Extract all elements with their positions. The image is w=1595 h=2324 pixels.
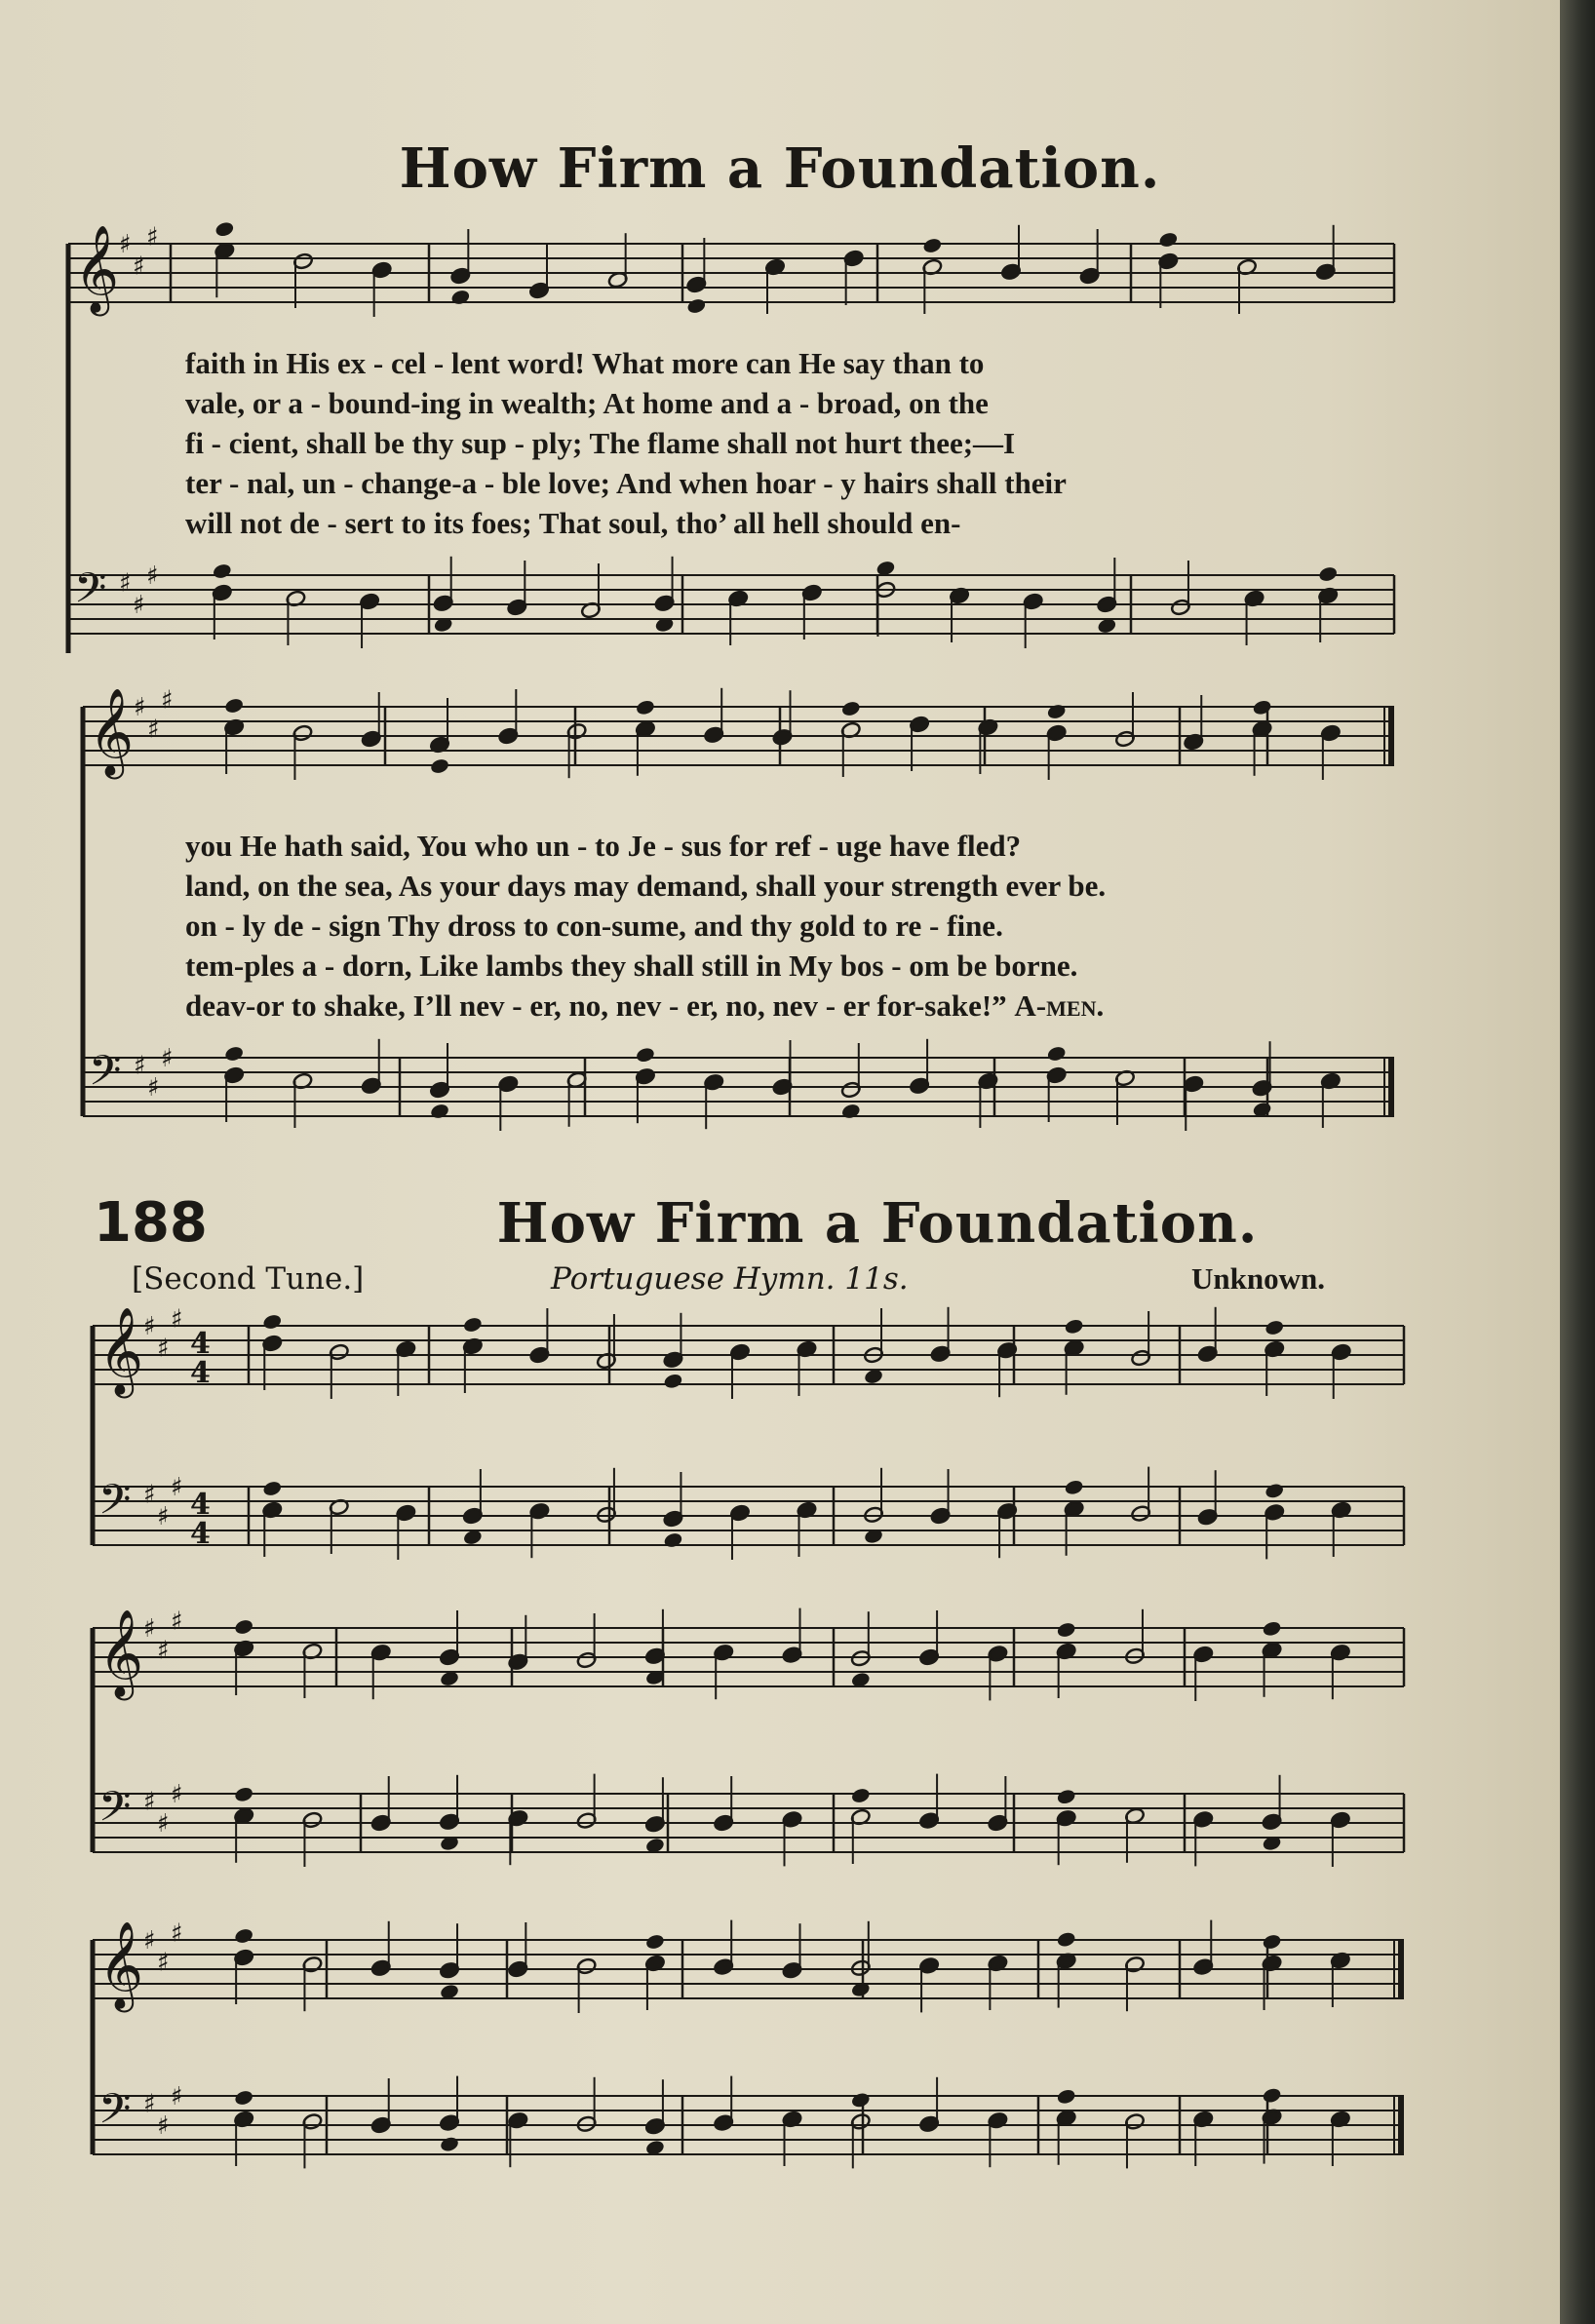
hymn-number: 188 bbox=[94, 1191, 208, 1255]
hymn-title: How Firm a Foundation. bbox=[399, 136, 1161, 201]
svg-text:4: 4 bbox=[190, 1488, 211, 1522]
svg-text:♯: ♯ bbox=[171, 2082, 183, 2111]
lyric-verse-4: tem-ples a - dorn, Like lambs they shall still in My bos - om be borne. bbox=[185, 949, 1078, 983]
svg-text:𝄞: 𝄞 bbox=[98, 1609, 144, 1697]
svg-text:♯: ♯ bbox=[119, 230, 132, 259]
svg-text:♯: ♯ bbox=[171, 1780, 183, 1809]
amen-text: A-men. bbox=[1014, 988, 1105, 1023]
bass-staff bbox=[93, 1774, 1404, 1867]
lyric-verse-3: on - ly de - sign Thy dross to con-sume, and thy gold to re - fine. bbox=[185, 909, 1003, 943]
hymn-subtitle: [Second Tune.] bbox=[132, 1261, 365, 1297]
svg-text:𝄢: 𝄢 bbox=[98, 1476, 132, 1534]
bass-staff bbox=[93, 1467, 1404, 1560]
svg-text:♯: ♯ bbox=[143, 1614, 156, 1644]
svg-text:4: 4 bbox=[190, 1356, 211, 1390]
svg-text:♯: ♯ bbox=[134, 693, 146, 722]
svg-text:♯: ♯ bbox=[171, 1304, 183, 1335]
lyric-verse-3: fi - cient, shall be thy sup - ply; The flame shall not hurt thee;—I bbox=[185, 426, 1016, 460]
svg-text:4: 4 bbox=[190, 1327, 211, 1361]
svg-text:♯: ♯ bbox=[143, 2089, 156, 2119]
svg-text:♯: ♯ bbox=[161, 685, 174, 716]
treble-staff bbox=[93, 1607, 1404, 1702]
svg-text:♯: ♯ bbox=[157, 1334, 170, 1364]
svg-text:♯: ♯ bbox=[171, 1918, 183, 1949]
svg-text:𝄞: 𝄞 bbox=[89, 688, 135, 776]
svg-text:♯: ♯ bbox=[157, 1809, 170, 1839]
svg-text:♯: ♯ bbox=[133, 252, 145, 282]
svg-text:♯: ♯ bbox=[147, 715, 160, 745]
svg-text:♯: ♯ bbox=[171, 1473, 183, 1502]
treble-staff bbox=[93, 1305, 1404, 1400]
svg-text:♯: ♯ bbox=[157, 1636, 170, 1666]
svg-text:♯: ♯ bbox=[143, 1926, 156, 1956]
svg-text:4: 4 bbox=[190, 1517, 211, 1551]
svg-text:♯: ♯ bbox=[171, 1607, 183, 1637]
composer: Unknown. bbox=[1191, 1261, 1325, 1296]
lyric-verse-2: vale, or a - bound-ing in wealth; At home and a - broad, on the bbox=[185, 386, 989, 420]
svg-text:𝄢: 𝄢 bbox=[74, 564, 107, 623]
svg-text:♯: ♯ bbox=[157, 2111, 170, 2141]
svg-text:♯: ♯ bbox=[147, 1073, 160, 1103]
svg-text:𝄢: 𝄢 bbox=[98, 2085, 132, 2144]
svg-text:♯: ♯ bbox=[134, 1051, 146, 1081]
lyric-verse-1: faith in His ex - cel - lent word! What more can He say than to bbox=[185, 346, 985, 380]
svg-text:𝄞: 𝄞 bbox=[98, 1921, 144, 2009]
lyric-verse-4: ter - nal, un - change-a - ble love; And when hoar - y hairs shall their bbox=[185, 466, 1067, 500]
svg-text:𝄢: 𝄢 bbox=[89, 1047, 122, 1105]
svg-text:♯: ♯ bbox=[146, 222, 159, 252]
lyric-verse-2: land, on the sea, As your days may demand, shall your strength ever be. bbox=[185, 869, 1107, 903]
svg-text:♯: ♯ bbox=[146, 562, 159, 591]
treble-staff bbox=[93, 1919, 1404, 2014]
lyric-verse-5: will not de - sert to its foes; That soul, tho’ all hell should en- bbox=[185, 506, 961, 540]
svg-text:𝄢: 𝄢 bbox=[98, 1783, 132, 1841]
book-spine bbox=[1560, 0, 1595, 2324]
hymn-title-second: How Firm a Foundation. bbox=[496, 1191, 1259, 1256]
svg-text:♯: ♯ bbox=[157, 1502, 170, 1531]
tune-name: Portuguese Hymn. 11s. bbox=[551, 1261, 909, 1297]
svg-text:♯: ♯ bbox=[119, 568, 132, 599]
svg-text:𝄞: 𝄞 bbox=[74, 225, 120, 313]
lyric-verse-1: you He hath said, You who un - to Je - sus for ref - uge have fled? bbox=[185, 829, 1022, 863]
svg-text:𝄞: 𝄞 bbox=[98, 1307, 144, 1395]
svg-text:♯: ♯ bbox=[143, 1480, 156, 1510]
svg-text:♯: ♯ bbox=[143, 1787, 156, 1817]
lyric-verse-5-text: deav-or to shake, I’ll nev - er, no, nev - er, no, nev - er for-sake!” bbox=[185, 988, 1007, 1023]
svg-text:♯: ♯ bbox=[157, 1948, 170, 1978]
svg-text:♯: ♯ bbox=[161, 1044, 174, 1073]
svg-text:♯: ♯ bbox=[133, 591, 145, 620]
svg-text:♯: ♯ bbox=[143, 1312, 156, 1341]
bass-staff bbox=[93, 2076, 1404, 2169]
